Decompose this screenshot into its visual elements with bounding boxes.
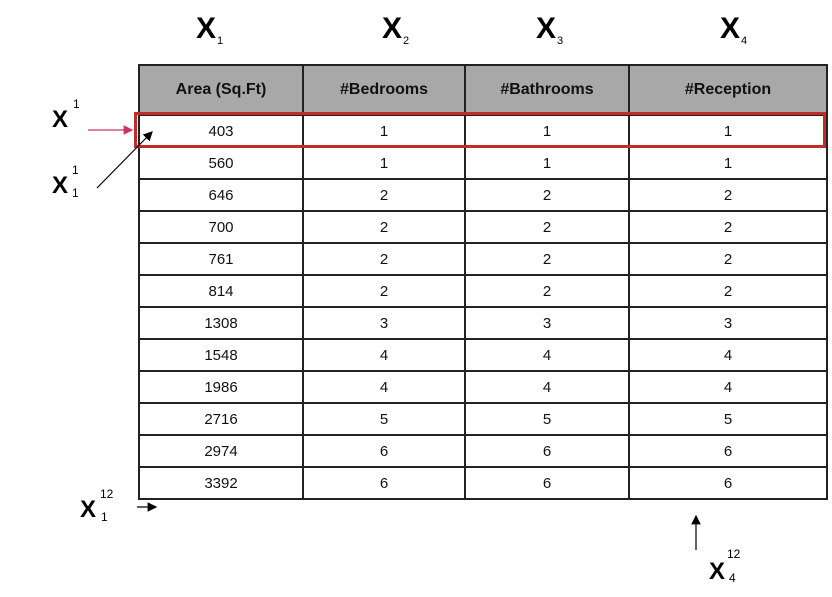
cell-bathrooms: 2 (465, 211, 629, 243)
cell-area: 814 (139, 275, 303, 307)
column-symbol-x2: $X_2$ (382, 12, 410, 47)
column-symbol-x3: $X_3$ (536, 12, 564, 47)
cell-reception: 4 (629, 339, 827, 371)
first-cell-label: X 1 1 (52, 163, 79, 200)
cell-bedrooms: 6 (303, 435, 465, 467)
cell-bedrooms: 6 (303, 467, 465, 499)
cell-area: 1986 (139, 371, 303, 403)
cell-area: 2716 (139, 403, 303, 435)
cell-bedrooms: 2 (303, 243, 465, 275)
cell-area: 1308 (139, 307, 303, 339)
cell-bedrooms: 2 (303, 211, 465, 243)
cell-bathrooms: 6 (465, 435, 629, 467)
cell-area: 646 (139, 179, 303, 211)
cell-area: 2974 (139, 435, 303, 467)
cell-bedrooms: 4 (303, 339, 465, 371)
cell-area: 403 (139, 115, 303, 147)
cell-reception: 2 (629, 211, 827, 243)
cell-reception: 2 (629, 179, 827, 211)
cell-bathrooms: 2 (465, 275, 629, 307)
cell-reception: 6 (629, 435, 827, 467)
header-reception: #Reception (629, 65, 827, 115)
last-cell-first-col-label: X 12 1 (80, 487, 114, 524)
last-cell-last-col-label: X 12 4 (709, 547, 741, 585)
cell-bedrooms: 1 (303, 115, 465, 147)
cell-bathrooms: 2 (465, 243, 629, 275)
cell-area: 761 (139, 243, 303, 275)
column-symbol-x1: $X_1$ (196, 12, 224, 47)
cell-reception: 1 (629, 115, 827, 147)
cell-reception: 1 (629, 147, 827, 179)
cell-bedrooms: 5 (303, 403, 465, 435)
cell-bathrooms: 5 (465, 403, 629, 435)
cell-area: 700 (139, 211, 303, 243)
header-area: Area (Sq.Ft) (139, 65, 303, 115)
cell-bathrooms: 4 (465, 339, 629, 371)
cell-area: 3392 (139, 467, 303, 499)
cell-area: 560 (139, 147, 303, 179)
cell-bedrooms: 2 (303, 275, 465, 307)
cell-bathrooms: 4 (465, 371, 629, 403)
row-vector-label: X 1 (52, 97, 80, 133)
cell-bathrooms: 3 (465, 307, 629, 339)
header-bedrooms: #Bedrooms (303, 65, 465, 115)
cell-reception: 4 (629, 371, 827, 403)
cell-area: 1548 (139, 339, 303, 371)
cell-reception: 6 (629, 467, 827, 499)
cell-bedrooms: 4 (303, 371, 465, 403)
cell-reception: 3 (629, 307, 827, 339)
cell-bathrooms: 1 (465, 115, 629, 147)
cell-bedrooms: 1 (303, 147, 465, 179)
cell-bedrooms: 2 (303, 179, 465, 211)
column-symbol-x4: $X_4$ (720, 12, 748, 47)
cell-bathrooms: 1 (465, 147, 629, 179)
cell-bathrooms: 2 (465, 179, 629, 211)
header-bathrooms: #Bathrooms (465, 65, 629, 115)
cell-reception: 2 (629, 275, 827, 307)
first-cell-arrow (97, 132, 152, 188)
cell-bedrooms: 3 (303, 307, 465, 339)
cell-reception: 2 (629, 243, 827, 275)
cell-reception: 5 (629, 403, 827, 435)
cell-bathrooms: 6 (465, 467, 629, 499)
